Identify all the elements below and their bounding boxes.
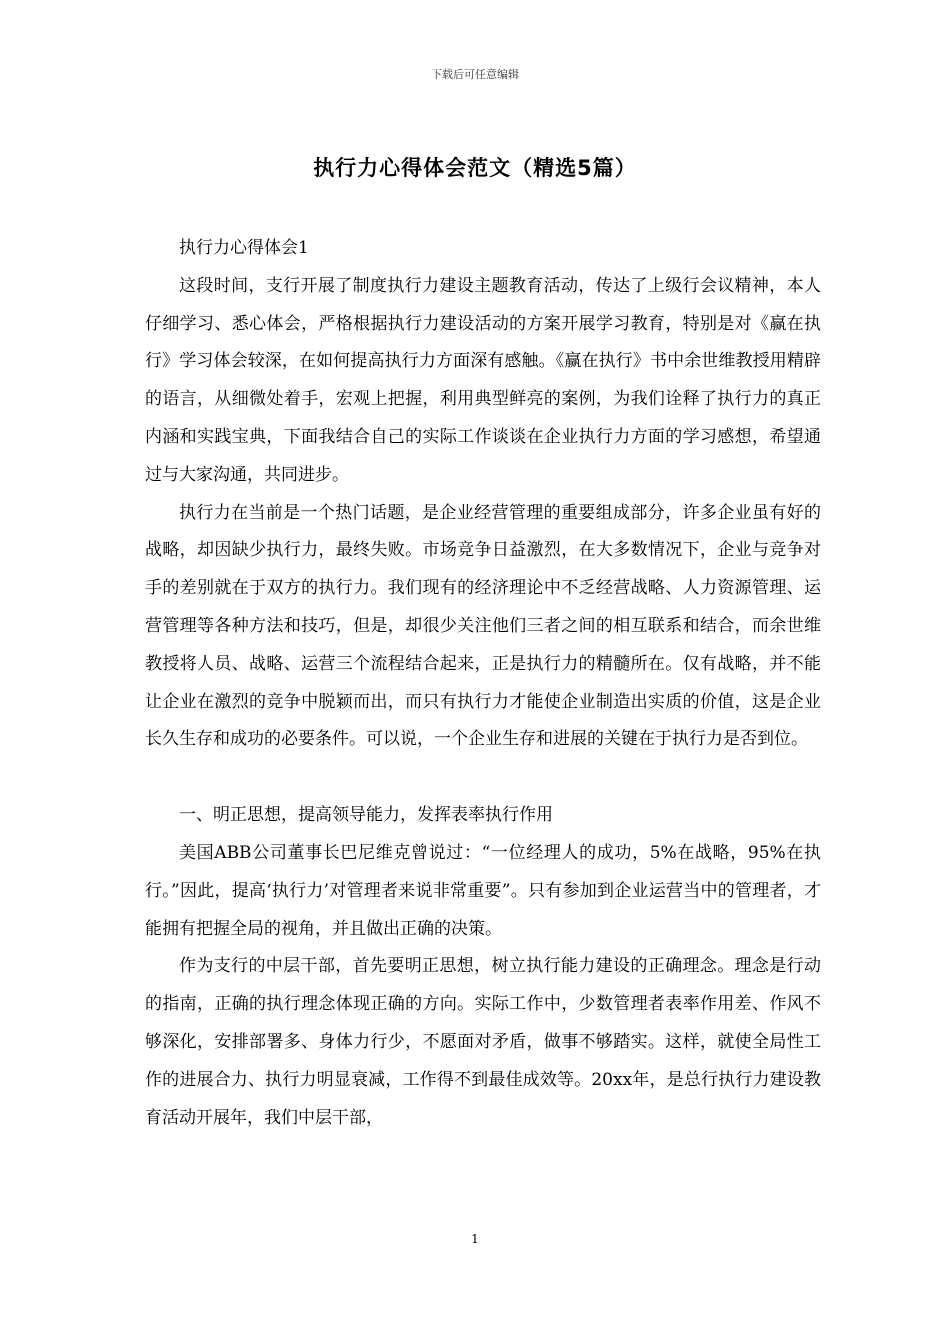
paragraph: 作为支行的中层干部，首先要明正思想，树立执行能力建设的正确理念。理念是行动的指南，正确的执行理念体现正确的方向。实际工作中，少数管理者表率作用差、作风不够深化，安排部署多、身体力行少，不愿面对矛盾，做事不够踏实。这样，就使全局性工作的进展合力、执行力明显衰减，工作得不到最佳成效等。20xx年，是总行执行力建设教育活动开展年，我们中层干部， [145, 956, 821, 1128]
document-title: 执行力心得体会范文（精选5篇） [313, 156, 637, 180]
paragraph-gap [145, 759, 821, 797]
document-body [145, 230, 821, 1137]
header-note: 下载后可任意编辑 [431, 68, 519, 81]
paragraph: 执行力在当前是一个热门话题，是企业经营管理的重要组成部分，许多企业虽有好的战略，却因缺少执行力，最终失败。市场竞争日益激烈，在大多数情况下，企业与竞争对手的差别就在于双方的执行力。我们现有的经济理论中不乏经营战略、人力资源管理、运营管理等各种方法和技巧，但是，却很少关注他们三者之间的相互联系和结合，而余世维教授将人员、战略、运营三个流程结合起来，正是执行力的精髓所在。仅有战略，并不能让企业在激烈的竞争中脱颖而出，而只有执行力才能使企业制造出实质的价值，这是企业长久生存和成功的必要条件。可以说，一个企业生存和进展的关键在于执行力是否到位。 [145, 502, 821, 750]
paragraph: 这段时间，支行开展了制度执行力建设主题教育活动，传达了上级行会议精神，本人仔细学习、悉心体会，严格根据执行力建设活动的方案开展学习教育，特别是对《赢在执行》学习体会较深，在如何提高执行力方面深有感触。《赢在执行》书中余世维教授用精辟的语言，从细微处着手，宏观上把握，利用典型鲜亮的案例，为我们诠释了执行力的真正内涵和实践宝典，下面我结合自己的实际工作谈谈在企业执行力方面的学习感想，希望通过与大家沟通，共同进步。 [145, 275, 821, 485]
page-number: 1 [471, 1232, 479, 1246]
paragraph: 美国ABB公司董事长巴尼维克曾说过：“一位经理人的成功，5%在战略，95%在执行。”因此，提高‘执行力’对管理者来说非常重要”。只有参加到企业运营当中的管理者，才能拥有把握全局的视角，并且做出正确的决策。 [145, 842, 821, 939]
section-heading: 一、明正思想，提高领导能力，发挥表率执行作用 [179, 805, 553, 826]
document-subtitle: 执行力心得体会1 [179, 238, 309, 258]
